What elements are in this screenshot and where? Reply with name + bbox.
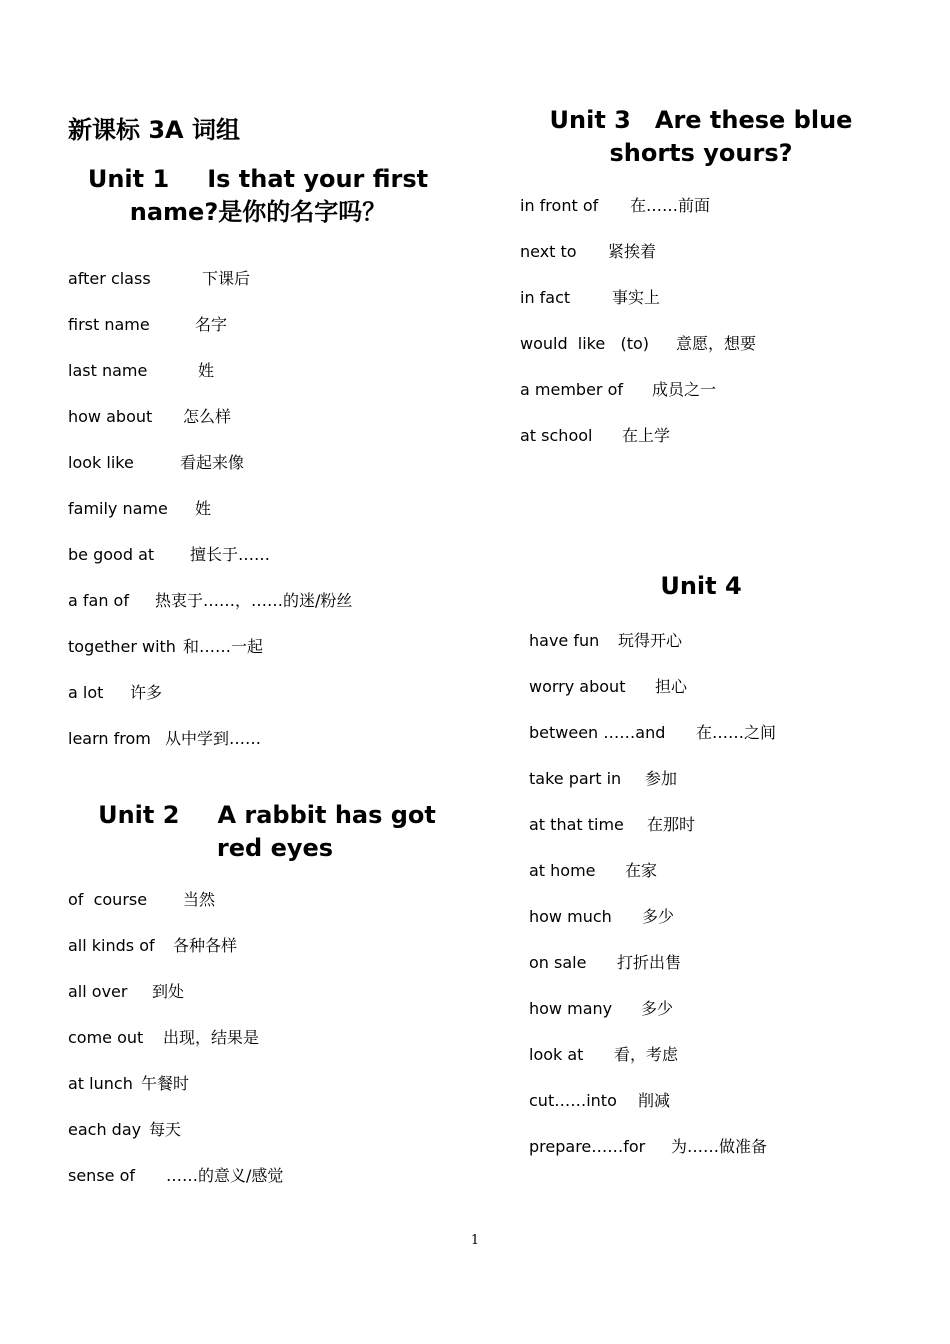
phrase-en: of course — [68, 890, 148, 909]
phrase-item — [68, 729, 262, 749]
phrase-zh: 成员之一 — [652, 380, 717, 399]
phrase-zh: 在……前面 — [630, 196, 711, 215]
phrase-en: cut……into — [529, 1091, 617, 1110]
phrase-en: be good at — [68, 545, 155, 564]
phrase-en: at home — [529, 861, 596, 880]
phrase-en: a member of — [520, 380, 623, 399]
phrase-en: all kinds of — [68, 936, 155, 955]
unit3-heading-line1 — [540, 104, 862, 137]
phrase-en: have fun — [529, 631, 600, 650]
phrase-item — [529, 999, 674, 1019]
unit1-number: Unit 1 — [87, 165, 170, 193]
phrase-zh: 姓 — [195, 499, 212, 518]
phrase-en: how about — [68, 407, 153, 426]
phrase-zh: 怎么样 — [183, 407, 232, 426]
phrase-item — [68, 407, 232, 427]
phrase-zh: 和……一起 — [183, 637, 264, 656]
phrase-en: at lunch — [68, 1074, 133, 1093]
phrase-en: look like — [68, 453, 134, 472]
phrase-en: at school — [520, 426, 593, 445]
phrase-zh: 为……做准备 — [671, 1137, 768, 1156]
phrase-zh: 事实上 — [612, 288, 661, 307]
unit2-heading-line1 — [95, 799, 439, 832]
phrase-zh: 各种各样 — [173, 936, 238, 955]
phrase-zh: 多少 — [641, 999, 674, 1018]
phrase-en: each day — [68, 1120, 142, 1139]
phrase-item — [520, 334, 757, 354]
phrase-item — [529, 861, 658, 881]
phrase-zh: 在上学 — [622, 426, 671, 445]
phrase-zh: 在那时 — [647, 815, 696, 834]
phrase-en: in front of — [520, 196, 599, 215]
phrase-zh: 紧挨着 — [608, 242, 657, 261]
phrase-zh: 打折出售 — [617, 953, 682, 972]
phrase-en: a fan of — [68, 591, 129, 610]
phrase-item — [68, 1120, 182, 1140]
phrase-item — [520, 380, 717, 400]
phrase-en: first name — [68, 315, 150, 334]
phrase-zh: 擅长于…… — [190, 545, 271, 564]
phrase-item — [520, 288, 661, 308]
phrase-item — [68, 890, 216, 910]
phrase-item — [68, 499, 212, 519]
phrase-item — [529, 769, 678, 789]
phrase-item — [68, 269, 251, 289]
phrase-item — [529, 907, 675, 927]
phrase-item — [529, 815, 696, 835]
phrase-item — [529, 953, 682, 973]
phrase-zh: 每天 — [149, 1120, 182, 1139]
phrase-en: come out — [68, 1028, 144, 1047]
phrase-item — [68, 982, 185, 1002]
phrase-zh: 名字 — [195, 315, 228, 334]
phrase-item — [68, 936, 238, 956]
phrase-zh: 玩得开心 — [618, 631, 683, 650]
phrase-zh: 在……之间 — [696, 723, 777, 742]
unit4-heading: Unit 4 — [660, 572, 742, 600]
unit2-title-part2: red eyes — [216, 834, 334, 862]
phrase-zh: 出现，结果是 — [163, 1028, 260, 1047]
page-number: 1 — [470, 1233, 480, 1248]
phrase-zh: 参加 — [645, 769, 678, 788]
unit3-title-part2: shorts yours? — [609, 139, 793, 167]
phrase-zh: 在家 — [625, 861, 658, 880]
phrase-en: at that time — [529, 815, 624, 834]
phrase-en: sense of — [68, 1166, 136, 1185]
phrase-en: last name — [68, 361, 148, 380]
phrase-en: would like (to) — [520, 334, 650, 353]
phrase-zh: 姓 — [198, 361, 215, 380]
phrase-zh: 许多 — [130, 683, 163, 702]
phrase-zh: 下课后 — [202, 269, 251, 288]
phrase-zh: 热衷于……，……的迷/粉丝 — [155, 591, 353, 610]
phrase-en: a lot — [68, 683, 104, 702]
phrase-item — [68, 591, 353, 611]
unit2-number: Unit 2 — [98, 801, 180, 829]
phrase-item — [529, 1137, 768, 1157]
phrase-zh: 多少 — [642, 907, 675, 926]
phrase-en: how much — [529, 907, 612, 926]
phrase-en: learn from — [68, 729, 151, 748]
phrase-zh: 担心 — [655, 677, 688, 696]
unit1-title-part2: name?是你的名字吗？ — [129, 198, 387, 226]
phrase-item — [529, 1091, 671, 1111]
phrase-en: between ……and — [529, 723, 666, 742]
phrase-zh: 看，考虑 — [614, 1045, 679, 1064]
phrase-item — [520, 196, 711, 216]
phrase-item — [68, 1028, 260, 1048]
phrase-item — [520, 242, 657, 262]
unit2-heading — [95, 799, 439, 865]
phrase-item — [529, 677, 688, 697]
phrase-en: prepare……for — [529, 1137, 646, 1156]
phrase-item — [68, 361, 215, 381]
phrase-zh: 看起来像 — [180, 453, 245, 472]
phrase-item — [68, 683, 163, 703]
phrase-item — [520, 426, 671, 446]
unit3-number: Unit 3 — [549, 106, 631, 134]
phrase-zh: 意愿，想要 — [676, 334, 757, 353]
unit1-heading — [86, 163, 430, 229]
phrase-item — [68, 453, 245, 473]
phrase-item — [529, 1045, 679, 1065]
phrase-en: family name — [68, 499, 168, 518]
unit2-title-part1: A rabbit has got — [217, 801, 436, 829]
phrase-en: after class — [68, 269, 151, 288]
unit3-title-part1: Are these blue — [654, 106, 853, 134]
phrase-item — [68, 315, 228, 335]
phrase-item — [529, 631, 683, 651]
phrase-en: on sale — [529, 953, 587, 972]
phrase-en: how many — [529, 999, 613, 1018]
phrase-zh: 削减 — [638, 1091, 671, 1110]
phrase-item — [68, 1166, 284, 1186]
phrase-item — [529, 723, 777, 743]
unit3-heading — [540, 104, 862, 170]
phrase-item — [68, 637, 264, 657]
phrase-en: in fact — [520, 288, 571, 307]
unit1-heading-line1 — [86, 163, 430, 196]
phrase-en: look at — [529, 1045, 584, 1064]
phrase-en: worry about — [529, 677, 626, 696]
phrase-item — [68, 1074, 190, 1094]
phrase-en: next to — [520, 242, 577, 261]
phrase-zh: 从中学到…… — [165, 729, 262, 748]
document-title: 新课标 3A 词组 — [68, 116, 240, 144]
phrase-en: take part in — [529, 769, 622, 788]
phrase-zh: ……的意义/感觉 — [166, 1166, 284, 1185]
phrase-en: together with — [68, 637, 176, 656]
phrase-zh: 到处 — [152, 982, 185, 1001]
phrase-zh: 当然 — [183, 890, 216, 909]
phrase-zh: 午餐时 — [141, 1074, 190, 1093]
phrase-item — [68, 545, 271, 565]
unit1-title-part1: Is that your first — [207, 165, 429, 193]
phrase-en: all over — [68, 982, 128, 1001]
